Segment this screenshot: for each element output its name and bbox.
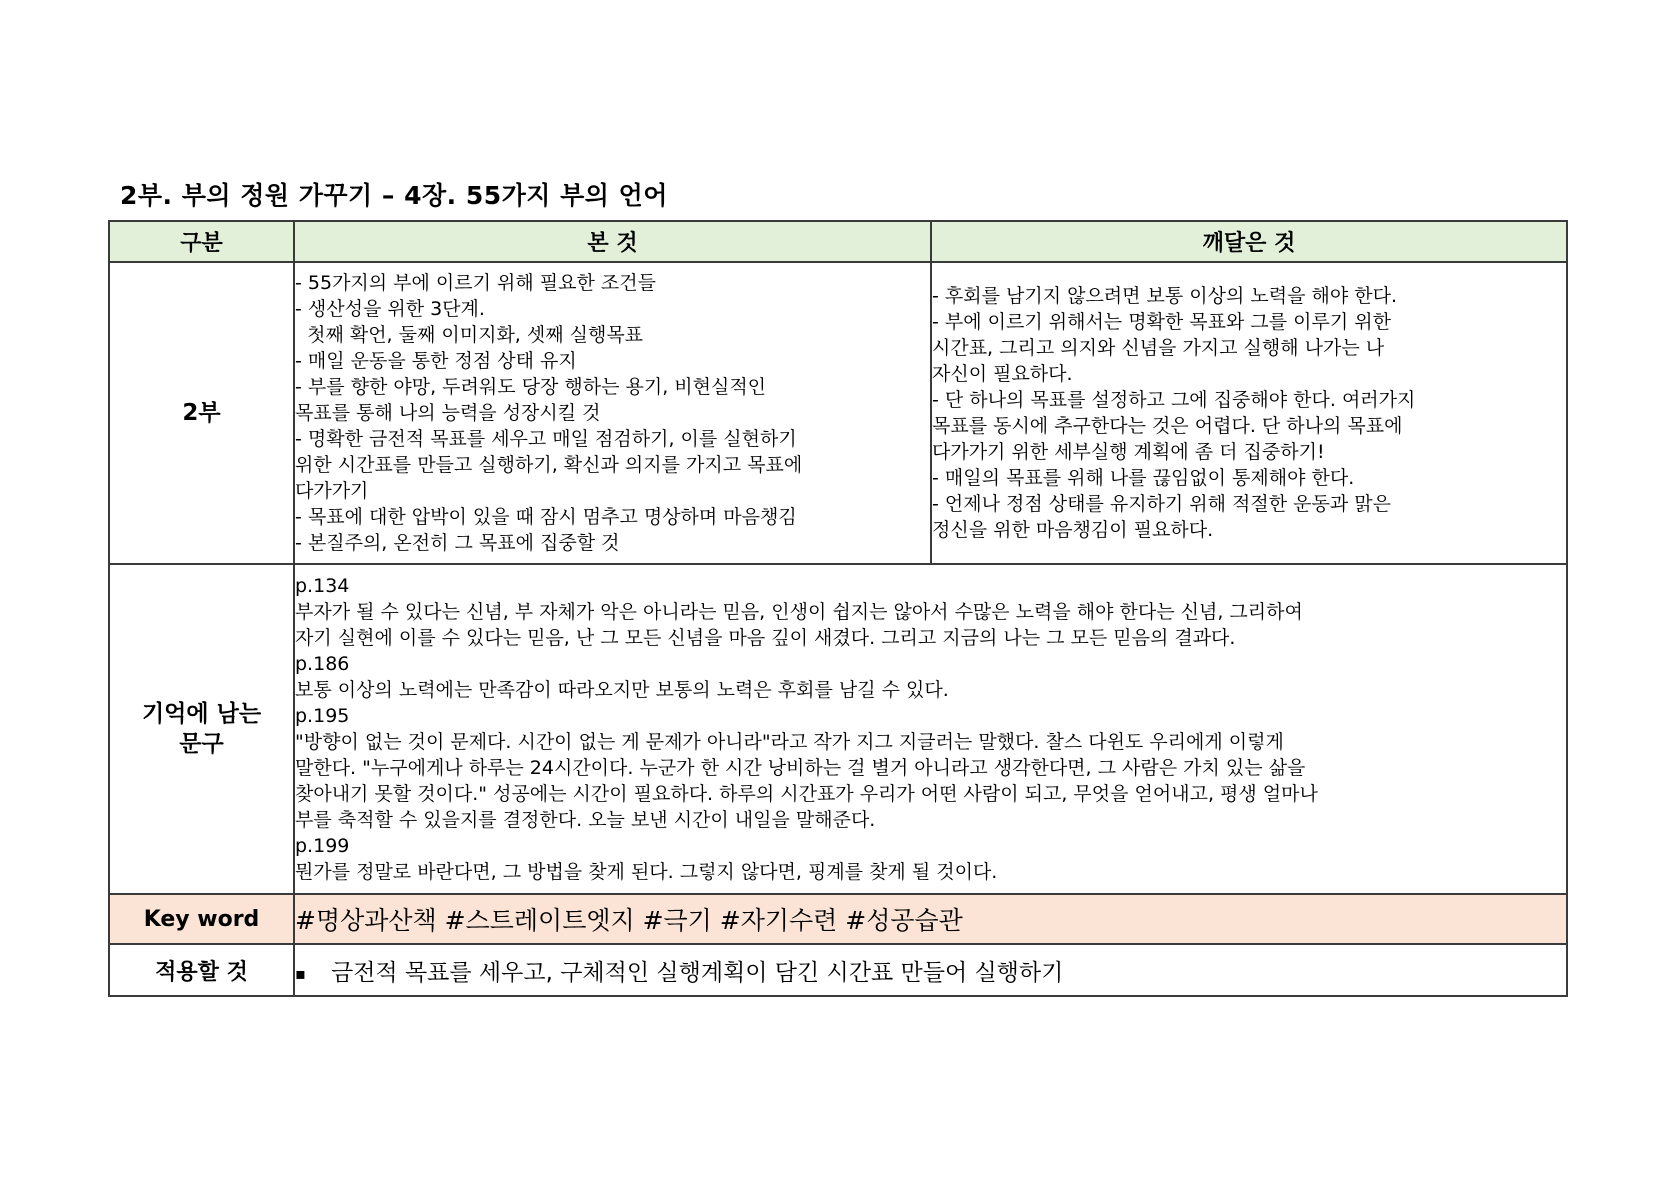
- part-seen-cell: [294, 262, 931, 564]
- keyword-label: Key word: [109, 894, 294, 944]
- apply-row: [109, 944, 1567, 996]
- quotes-label-line2: 문구: [179, 731, 224, 757]
- seen-line: 다가가기: [295, 480, 369, 502]
- realized-line: 자신이 필요하다.: [932, 363, 1073, 385]
- quote-line: "방향이 없는 것이 문제다. 시간이 없는 게 문제가 아니라"라고 작가 지그 지글러는 말했다. 찰스 다윈도 우리에게 이렇게: [295, 731, 1284, 753]
- realized-line: - 부에 이르기 위해서는 명확한 목표와 그를 이루기 위한: [932, 311, 1391, 333]
- quotes-label: [109, 564, 294, 894]
- apply-text: 금전적 목표를 세우고, 구체적인 실행계획이 담긴 시간표 만들어 실행하기: [331, 959, 1064, 986]
- quote-line: 찾아내기 못할 것이다." 성공에는 시간이 필요하다. 하루의 시간표가 우리가 어떤 사람이 되고, 무엇을 얻어내고, 평생 얼마나: [295, 783, 1318, 805]
- seen-line: 첫째 확언, 둘째 이미지화, 셋째 실행목표: [295, 324, 644, 346]
- realized-line: - 언제나 정점 상태를 유지하기 위해 적절한 운동과 맑은: [932, 493, 1391, 515]
- part-realized-cell: [931, 262, 1567, 564]
- seen-line: - 매일 운동을 통한 정점 상태 유지: [295, 350, 577, 372]
- quotes-label-line1: 기억에 남는: [141, 701, 262, 727]
- header-realized: 깨달은 것: [931, 221, 1567, 262]
- seen-line: - 명확한 금전적 목표를 세우고 매일 점검하기, 이를 실현하기: [295, 428, 797, 450]
- part-label: 2부: [109, 262, 294, 564]
- keyword-text: #명상과산책 #스트레이트엣지 #극기 #자기수련 #성공습관: [294, 894, 1567, 944]
- seen-line: 위한 시간표를 만들고 실행하기, 확신과 의지를 가지고 목표에: [295, 454, 803, 476]
- quotes-cell: [294, 564, 1567, 894]
- quote-page: p.186: [295, 653, 350, 675]
- quote-line: 부자가 될 수 있다는 신념, 부 자체가 악은 아니라는 믿음, 인생이 쉽지는 않아서 수많은 노력을 해야 한다는 신념, 그리하여: [295, 601, 1303, 623]
- table-header-row: [109, 221, 1567, 262]
- realized-line: 다가가기 위한 세부실행 계획에 좀 더 집중하기!: [932, 441, 1325, 463]
- realized-line: - 단 하나의 목표를 설정하고 그에 집중해야 한다. 여러가지: [932, 389, 1416, 411]
- quote-line: 자기 실현에 이를 수 있다는 믿음, 난 그 모든 신념을 마음 깊이 새겼다. 그리고 지금의 나는 그 모든 믿음의 결과다.: [295, 627, 1236, 649]
- keyword-row: [109, 894, 1567, 944]
- seen-line: - 본질주의, 온전히 그 목표에 집중할 것: [295, 532, 620, 554]
- quote-line: 말한다. "누구에게나 하루는 24시간이다. 누군가 한 시간 낭비하는 걸 별거 아니라고 생각한다면, 그 사람은 가치 있는 삶을: [295, 757, 1306, 779]
- seen-line: - 생산성을 위한 3단계.: [295, 298, 485, 320]
- seen-line: 목표를 통해 나의 능력을 성장시킬 것: [295, 402, 601, 424]
- square-bullet-icon: ▪: [295, 963, 306, 983]
- header-seen: 본 것: [294, 221, 931, 262]
- seen-line: - 부를 향한 야망, 두려워도 당장 행하는 용기, 비현실적인: [295, 376, 767, 398]
- apply-label: 적용할 것: [109, 944, 294, 996]
- quotes-row: [109, 564, 1567, 894]
- header-category: 구분: [109, 221, 294, 262]
- realized-line: 시간표, 그리고 의지와 신념을 가지고 실행해 나가는 나: [932, 337, 1385, 359]
- seen-line: - 목표에 대한 압박이 있을 때 잠시 멈추고 명상하며 마음챙김: [295, 506, 797, 528]
- quote-page: p.199: [295, 835, 350, 857]
- quote-line: 뭔가를 정말로 바란다면, 그 방법을 찾게 된다. 그렇지 않다면, 핑계를 찾게 될 것이다.: [295, 861, 998, 883]
- seen-line: - 55가지의 부에 이르기 위해 필요한 조건들: [295, 272, 656, 294]
- quote-line: 보통 이상의 노력에는 만족감이 따라오지만 보통의 노력은 후회를 남길 수 있다.: [295, 679, 949, 701]
- realized-line: - 후회를 남기지 않으려면 보통 이상의 노력을 해야 한다.: [932, 285, 1398, 307]
- quote-page: p.195: [295, 705, 350, 727]
- realized-line: - 매일의 목표를 위해 나를 끊임없이 통제해야 한다.: [932, 467, 1355, 489]
- summary-table: [108, 220, 1568, 997]
- realized-line: 정신을 위한 마음챙김이 필요하다.: [932, 519, 1214, 541]
- part-row: [109, 262, 1567, 564]
- quote-line: 부를 축적할 수 있을지를 결정한다. 오늘 보낸 시간이 내일을 말해준다.: [295, 809, 876, 831]
- page-title: 2부. 부의 정원 가꾸기 – 4장. 55가지 부의 언어: [120, 181, 668, 210]
- quote-page: p.134: [295, 575, 350, 597]
- realized-line: 목표를 동시에 추구한다는 것은 어렵다. 단 하나의 목표에: [932, 415, 1403, 437]
- apply-cell: [294, 944, 1567, 996]
